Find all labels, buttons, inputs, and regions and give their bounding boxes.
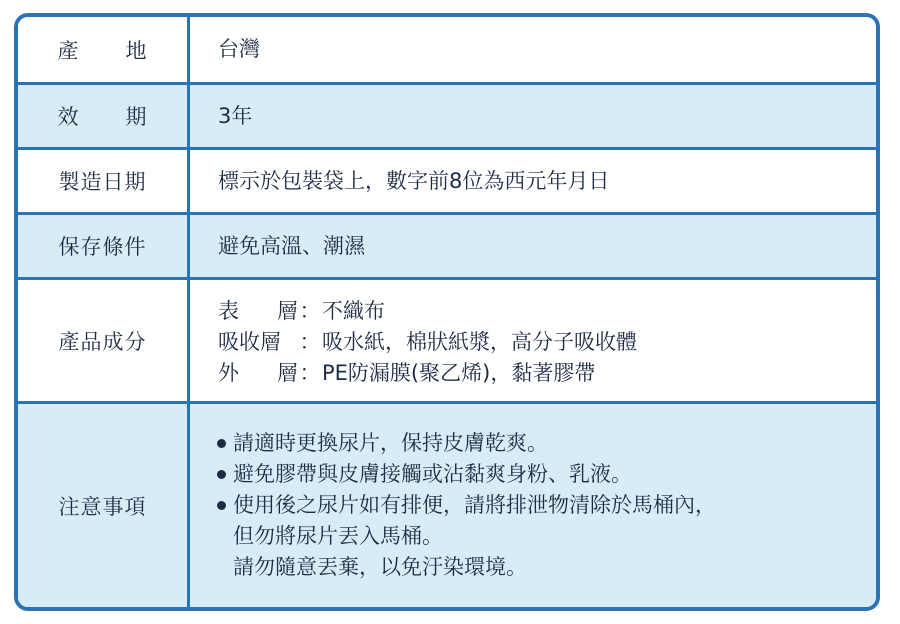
bullet-icon — [217, 470, 226, 479]
row-value-notes — [214, 404, 864, 607]
ingredient-item: 外 層 ： PE防漏膜(聚乙烯)，黏著膠帶 — [218, 361, 596, 385]
row-label-ingredients: 產品成分 — [58, 329, 147, 354]
row-value-manufacture-date: 標示於包裝袋上，數字前8位為西元年月日 — [218, 168, 610, 193]
note-continuation: 請勿隨意丟棄，以免汙染環境。 — [233, 555, 527, 579]
table-row-notes — [18, 401, 876, 607]
table-row-storage — [18, 212, 876, 277]
row-label-manufacture-date: 製造日期 — [58, 170, 147, 194]
table-row-ingredients — [18, 277, 876, 401]
table-row-shelf-life — [18, 82, 876, 147]
row-label-origin: 產 地 — [57, 38, 148, 63]
info-table — [14, 13, 880, 611]
note-continuation: 但勿將尿片丟入馬桶。 — [233, 524, 443, 548]
row-label-notes: 注意事項 — [58, 494, 147, 519]
bullet-icon — [217, 439, 226, 448]
table-row-manufacture-date — [18, 147, 876, 212]
ingredient-item: 吸收層 ： 吸水紙，棉狀紙漿，高分子吸收體 — [218, 330, 637, 354]
ingredient-item: 表 層 ： 不織布 — [218, 299, 385, 323]
table-row-origin — [18, 17, 876, 82]
column-divider — [187, 17, 190, 607]
row-label-shelf-life: 效 期 — [57, 105, 148, 129]
row-label-storage: 保存條件 — [58, 235, 147, 259]
bullet-icon — [217, 501, 226, 510]
row-value-shelf-life: 3年 — [218, 103, 253, 128]
note-item: 請適時更換尿片，保持皮膚乾爽。 — [214, 428, 864, 459]
note-item: 避免膠帶與皮膚接觸或沾黏爽身粉、乳液。 — [214, 459, 864, 490]
row-value-storage: 避免高溫、潮濕 — [218, 233, 365, 258]
note-item: 使用後之尿片如有排便，請將排泄物清除於馬桶內， — [214, 490, 864, 521]
row-value-origin: 台灣 — [218, 37, 260, 61]
row-value-ingredients — [218, 280, 864, 403]
